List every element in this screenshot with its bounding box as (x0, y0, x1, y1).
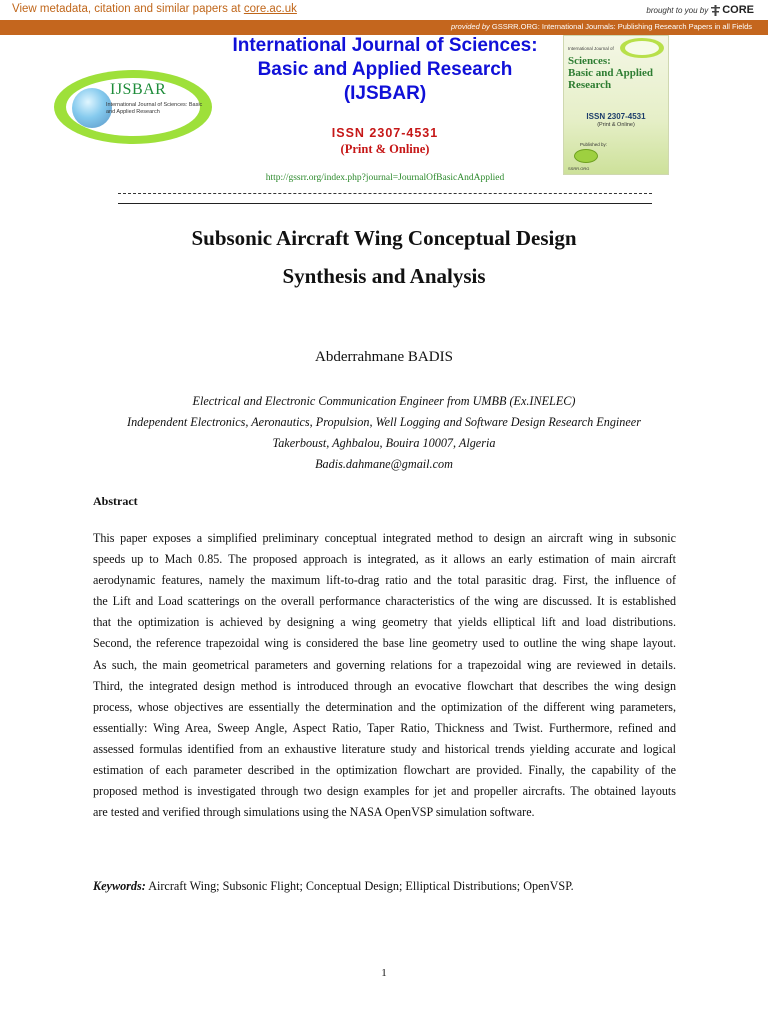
abstract-line: Second, the reference trapezoidal wing is considered the base line geometry used to outline the wing shape layout. (93, 636, 676, 651)
journal-print-online: (Print & Online) (340, 142, 430, 156)
cover-seal-icon (574, 149, 598, 163)
author-email[interactable]: Badis.dahmane@gmail.com (315, 457, 453, 471)
cover-print-online: (Print & Online) (597, 122, 635, 128)
header-dashed-rule (118, 193, 652, 194)
cover-name-line1: Sciences: (568, 55, 611, 67)
core-logo-icon (711, 5, 720, 16)
cover-name-line3: Research (568, 79, 612, 91)
paper-title-line2: Synthesis and Analysis (282, 264, 486, 288)
author-name: Abderrahmane BADIS (315, 349, 453, 365)
abstract-line: As such, the main geometrical parameters and governing relations for a trapezoidal wing are reviewed in details. (93, 657, 676, 672)
cover-issn: ISSN 2307-4531 (586, 112, 646, 121)
journal-issn: ISSN 2307-4531 (331, 126, 439, 140)
abstract-body (93, 528, 676, 823)
abstract-line: aerodynamic features, namely the maximum lift-to-drag ratio and the total parasitic drag. First, the influence of (93, 573, 676, 588)
abstract-line: estimation of each parameter described in the optimization flowchart are provided. Finally, the capability of the (93, 763, 676, 778)
cover-published-by: Published by: (580, 142, 608, 147)
affiliation-line: Electrical and Electronic Communication Engineer from UMBB (Ex.INELEC) (192, 394, 576, 408)
affiliation-line: Takerboust, Aghbalou, Bouira 10007, Algeria (272, 436, 496, 450)
provided-by-text: GSSRR.ORG: International Journals: Publishing Research Papers in all Fields (491, 22, 752, 31)
abstract-line: the Lift and Load scatterings on the overall performance characteristics of the wing are discussed. It is established (93, 594, 676, 609)
cover-bottom-text: SSRR.ORG (568, 166, 590, 171)
abstract-line: assessed formulas identified from an exhaustive literature study and historical trends yielding accurate and logical (93, 741, 676, 756)
abstract-line: Third, the integrated design method is introduced through an evocative flowchart that describes the wing design (93, 678, 676, 693)
core-logo-text: CORE (722, 4, 754, 16)
page-number: 1 (381, 967, 387, 979)
journal-title-line2: Basic and Applied Research (257, 59, 513, 80)
core-logo[interactable] (711, 4, 754, 16)
journal-title-line3: (IJSBAR) (343, 83, 427, 104)
provided-by[interactable] (451, 22, 752, 31)
keywords-text: Aircraft Wing; Subsonic Flight; Conceptual Design; Elliptical Distributions; OpenVSP. (148, 879, 574, 893)
abstract-line: that the optimization is achieved by designing a wing geometry that yields elliptical lift and load distributions. (93, 615, 676, 630)
journal-title (200, 34, 570, 106)
journal-title-line1: International Journal of Sciences: (232, 35, 538, 56)
abstract-line: essentially: Wing Area, Sweep Angle, Aspect Ratio, Taper Ratio, Thickness and Twist. Furthermore, refined and (93, 720, 676, 735)
ijsbar-logo (54, 70, 212, 144)
abstract-line: process, whose objectives are essentially the determination and the optimization of the different wing parameters, (93, 699, 676, 714)
core-left-text: View metadata, citation and similar papers at (12, 3, 241, 15)
abstract-line: This paper exposes a simplified preliminary conceptual integrated method to design an aircraft wing in subsonic (93, 531, 676, 545)
logo-subtitle: International Journal of Sciences: Basic and Applied Research (106, 102, 203, 115)
logo-title: IJSBAR (110, 81, 167, 98)
provided-by-label: provided by (451, 22, 490, 31)
journal-url[interactable]: http://gssrr.org/index.php?journal=JournalOfBasicAndApplied (265, 173, 505, 183)
core-metadata-link[interactable] (12, 3, 297, 15)
affiliation-line: Independent Electronics, Aeronautics, Propulsion, Well Logging and Software Design Research Engineer (127, 415, 641, 429)
journal-cover-image (563, 35, 669, 175)
core-banner (0, 0, 768, 21)
affiliation (60, 391, 708, 475)
core-provided-strip (0, 20, 768, 35)
paper-title (60, 219, 708, 295)
abstract-line: speeds up to Mach 0.85. The proposed approach is integrated, as it allows an early estimation of main aircraft (93, 552, 676, 567)
keywords-label: Keywords: (93, 879, 146, 893)
abstract-line: proposed method is investigated through two design examples for jet and propeller aircrafts. The obtained layouts (93, 784, 676, 799)
cover-name-line2: Basic and Applied (568, 67, 653, 79)
cover-top-text: International Journal of (568, 46, 614, 51)
abstract-line: are tested and verified through simulations using the NASA OpenVSP simulation software. (93, 805, 535, 820)
cover-name (568, 55, 664, 91)
abstract-heading: Abstract (93, 494, 138, 508)
core-brought-by[interactable] (646, 4, 754, 16)
keywords (93, 879, 574, 894)
core-ac-uk-link[interactable]: core.ac.uk (243, 3, 297, 15)
paper-title-line1: Subsonic Aircraft Wing Conceptual Design (191, 226, 577, 250)
header-solid-rule (118, 203, 652, 204)
brought-by-text: brought to you by (646, 5, 709, 15)
